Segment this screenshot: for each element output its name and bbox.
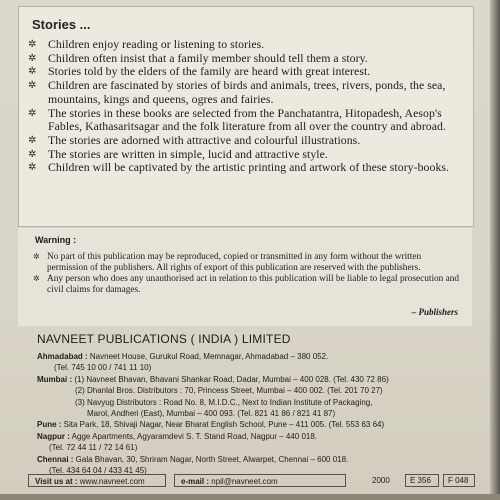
- stories-list: [28, 38, 474, 175]
- office-line: Pune : Sita Park, 18, Shivaji Nagar, Near Bharat English School, Pune – 411 005. (Tel. 553 63 64): [37, 420, 385, 429]
- website-box: Visit us at : www.navneet.com: [28, 474, 166, 487]
- office-line: Chennai : Gala Bhavan, 30, Shriram Nagar, North Street, Alwarpet, Chennai – 600 018.: [37, 455, 349, 464]
- star-bullet-icon: ✲: [28, 66, 37, 78]
- office-line: Nagpur : Agge Apartments, Agyaramdevi S. T. Stand Road, Nagpur – 440 018.: [37, 432, 318, 441]
- star-bullet-icon: ✲: [28, 80, 37, 92]
- list-item: ✲ The stories are written in simple, lucid and attractive style.: [28, 146, 328, 161]
- office-line: Marol, Andheri (East), Mumbai – 400 093. (Tel. 821 41 86 / 821 41 87): [87, 409, 336, 418]
- star-bullet-icon: ✲: [28, 148, 37, 160]
- list-item: ✲ No part of this publication may be reproduced, copied or transmitted in any form without the written permission of the publishers. All rights of export of this publication are reserved with the publishers.: [33, 252, 422, 273]
- code-f-box: F 048: [443, 474, 475, 487]
- page-edge-shadow: [490, 0, 500, 500]
- list-item: ✲ Any person who does any unauthorised act in relation to this publication will be liable to legal prosecution and civil claims for damages.: [33, 274, 460, 296]
- email-link: npil@navneet.com: [211, 477, 278, 486]
- list-item: ✲ The stories in these books are selected from the Panchatantra, Hitopadesh, Aesop's Fables, Kathasaritsagar and the folk literature from all over the country and abroad.: [28, 105, 446, 134]
- website-link: www.navneet.com: [79, 477, 145, 486]
- code-e-box: E 356: [405, 474, 439, 487]
- list-item: ✲ Children will be captivated by the artistic printing and artwork of these story-books.: [28, 160, 450, 175]
- star-bullet-icon: ✲: [33, 252, 40, 261]
- star-bullet-icon: ✲: [28, 162, 37, 174]
- edition-year: 2000: [372, 476, 390, 485]
- list-item: ✲ Stories told by the elders of the family are heard with great interest.: [28, 64, 371, 79]
- list-item: ✲ The stories are adorned with attractive and colourful illustrations.: [28, 132, 361, 147]
- page-bottom-edge: [0, 494, 500, 500]
- office-line: (3) Navyug Distributors : Road No. 8, M.I.D.C., Next to Indian Institute of Packaging,: [75, 398, 373, 407]
- email-box: e-mail : npil@navneet.com: [174, 474, 346, 487]
- office-line: (2) Dhanlal Bros. Distributors : 70, Princess Street, Mumbai – 400 002. (Tel. 201 70 27): [75, 386, 383, 395]
- office-line: (Tel. 745 10 00 / 741 11 10): [54, 363, 152, 372]
- office-line: (Tel. 72 44 11 / 72 14 61): [49, 443, 138, 452]
- star-bullet-icon: ✲: [28, 39, 37, 50]
- publisher-name: NAVNEET PUBLICATIONS ( INDIA ) LIMITED: [37, 332, 291, 346]
- office-line: Ahmadabad : Navneet House, Gurukul Road, Memnagar, Ahmadabad – 380 052.: [37, 352, 329, 361]
- office-line: Mumbai : (1) Navneet Bhavan, Bhavani Shankar Road, Dadar, Mumbai – 400 028. (Tel. 430 72 86): [37, 375, 389, 384]
- list-item: ✲ Children often insist that a family member should tell them a story.: [28, 50, 368, 65]
- warning-list: [33, 252, 463, 297]
- star-bullet-icon: ✲: [28, 52, 37, 64]
- warning-title: Warning :: [35, 235, 77, 245]
- star-bullet-icon: ✲: [33, 274, 40, 284]
- publishers-signature: – Publishers: [411, 307, 458, 317]
- list-item: ✲ Children are fascinated by stories of birds and animals, trees, rivers, ponds, the sea, mountains, kings and queens, ogres and fairies.: [28, 78, 446, 106]
- stories-title: Stories ...: [32, 17, 91, 32]
- list-item: ✲ Children enjoy reading or listening to stories.: [28, 37, 265, 51]
- footer-row: [28, 474, 472, 488]
- star-bullet-icon: ✲: [28, 134, 37, 146]
- office-line: (Tel. 434 64 04 / 433 41 45): [49, 466, 147, 475]
- star-bullet-icon: ✲: [28, 107, 37, 119]
